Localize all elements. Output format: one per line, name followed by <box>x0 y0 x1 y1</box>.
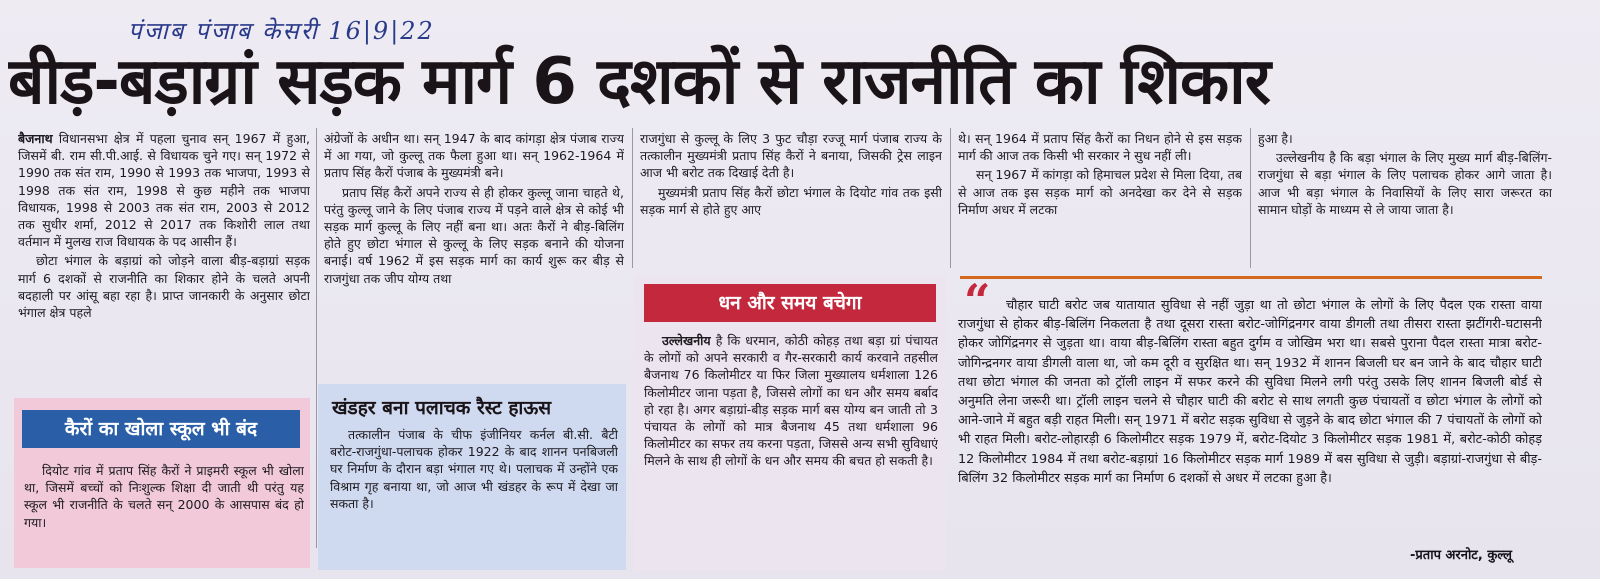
headline: बीड़-बड़ाग्रां सड़क मार्ग 6 दशकों से राजनीति का शिकार <box>8 45 1270 119</box>
quote-rule <box>960 276 1542 279</box>
dateline: बैजनाथ <box>18 131 53 146</box>
handwritten-date-note: पंजाब पंजाब केसरी 16|9|22 <box>128 17 435 45</box>
column-divider <box>1250 128 1251 268</box>
column-2-paragraph-2: प्रताप सिंह कैरों अपने राज्य से ही होकर कुल्लू जाना चाहते थे, परंतु कुल्लू जाने के लिए पंजाब राज्य में पड़ने वाले क्षेत्र से कोई भी सड़क मार्ग कुल्लू के लिए नहीं बना था। अतः कैरों ने बीड़-बिलिंग होते हुए छोटा भंगाल से कुल्लू के लिए सड़क बनाने की योजना बनाई। वर्ष 1962 में इस सड़क मार्ग का कार्य शुरू कर बीड़ से राजगुंधा तक जीप योग्य तथा <box>324 184 624 286</box>
article-column-1 <box>18 130 310 380</box>
quote-mark-icon: “ <box>964 274 991 328</box>
column-2-paragraph-1: अंग्रेजों के अधीन था। सन् 1947 के बाद कांगड़ा क्षेत्र पंजाब राज्य में आ गया, जो कुल्लू तक फैला हुआ था। सन् 1962-1964 में प्रताप सिंह कैरों पंजाब के मुख्यमंत्री बने। <box>324 131 624 181</box>
sidebar-title-money-time: धन और समय बचेगा <box>644 284 936 322</box>
byline: -प्रताप अरनोट, कुल्लू <box>1410 548 1512 563</box>
sidebar-body-rest-house-text: तत्कालीन पंजाब के चीफ इंजीनियर कर्नल बी.सी. बैटी बरोट-राजगुंधा-पलाचक होकर 1922 के बाद शानन पनबिजली घर निर्माण के दौरान बड़ा भंगाल गए थे। पलाचक में उन्होंने एक विश्राम गृह बनाया था, जो आज भी खंडहर के रूप में देखा जा सकता है। <box>330 427 618 511</box>
article-column-4 <box>958 130 1242 270</box>
column-1-paragraph-1: विधानसभा क्षेत्र में पहला चुनाव सन् 1967 में हुआ, जिसमें बी. राम सी.पी.आई. से विधायक चुने गए। सन् 1972 से 1990 तक संत राम, 1990 से 1993 तक भाजपा, 1993 से 1998 तक संत राम, 1998 से कुछ महीने तक भाजपा विधायक, 1998 से 2003 तक संत राम, 2003 से 2012 तक सुधीर शर्मा, 2012 से 2017 तक किशोरी लाल तथा वर्तमान में मुलख राज विधायक के पद आसीन हैं। <box>18 131 310 250</box>
article-column-2 <box>324 130 624 366</box>
column-divider <box>632 128 633 268</box>
column-divider <box>950 128 951 268</box>
column-divider <box>316 128 317 548</box>
column-3-paragraph-1: राजगुंधा से कुल्लू के लिए 3 फुट चौड़ा रज्जू मार्ग पंजाब राज्य के तत्कालीन मुख्यमंत्री प्रताप सिंह कैरों ने बनाया, जिसकी ट्रेस लाइन आज भी बरोट तक दिखाई देती है। <box>640 131 942 181</box>
column-3-paragraph-2: मुख्यमंत्री प्रताप सिंह कैरों छोटा भंगाल के दियोट गांव तक इसी सड़क मार्ग से होते हुए आए <box>640 184 942 217</box>
sidebar-body-money-time <box>644 332 938 566</box>
money-time-lead: उल्लेखनीय <box>662 333 711 348</box>
sidebar-body-school <box>24 462 304 564</box>
sidebar-title-rest-house: खंडहर बना पलाचक रैस्ट हाऊस <box>332 397 552 419</box>
column-5-paragraph-1: हुआ है। <box>1258 131 1293 146</box>
column-4-paragraph-1: थे। सन् 1964 में प्रताप सिंह कैरों का निधन होने से इस सड़क मार्ग की आज तक किसी भी सरकार ने सुध नहीं ली। <box>958 131 1242 164</box>
column-4-paragraph-2: सन् 1967 में कांगड़ा को हिमाचल प्रदेश से मिला दिया, तब से आज तक इस सड़क मार्ग को अनदेखा कर देने से सड़क निर्माण अधर में लटका <box>958 167 1242 217</box>
article-column-5 <box>1258 130 1552 270</box>
sidebar-title-school: कैरों का खोला स्कूल भी बंद <box>22 410 300 448</box>
sidebar-body-rest-house <box>330 426 618 566</box>
column-5-paragraph-2: उल्लेखनीय है कि बड़ा भंगाल के लिए मुख्य मार्ग बीड़-बिलिंग-राजगुंधा से बड़ा भंगाल के लिए पलाचक होकर आगे जाता है। आज भी बड़ा भंगाल के निवासियों के लिए सारा जरूरत का सामान घोड़ों के माध्यम से ले जाया जाता है। <box>1258 150 1552 217</box>
sidebar-body-school-text: दियोट गांव में प्रताप सिंह कैरों ने प्राइमरी स्कूल भी खोला था, जिसमें बच्चों को निःशुल्क शिक्षा दी जाती थी परंतु यह स्कूल भी राजनीति के चलते सन् 2000 के आसपास बंद हो गया। <box>24 463 304 530</box>
quote-body-text: चौहार घाटी बरोट जब यातायात सुविधा से नहीं जुड़ा था तो छोटा भंगाल के लोगों के लिए पैदल एक रास्ता वाया राजगुंधा से होकर बीड़-बिलिंग निकलता है तथा दूसरा रास्ता बरोट-जोगिंद्रनगर वाया डीगली तथा तीसरा रास्ता झटींगरी-घटासनी होकर जोगिंद्रनगर से जुड़ता था। वाया बीड़-बिलिंग रास्ता बहुत दुर्गम व जोखिम भरा था। सबसे पुराना पैदल रास्ता मात्रा बरोट-जोगिन्द्रनगर वाया डीगली वाला था, जो कम दूरी व सुरक्षित था। सन् 1932 में शानन बिजली घर बन जाने के बाद चौहार घाटी तथा छोटा भंगाल की जनता को ट्रॉली लाइन में सफर करने की सुविधा मिलने लगी परंतु उसके लिए शानन बिजली बोर्ड से अनुमति लेना जरूरी था। ट्रॉली लाइन चलने से चौहार घाटी की बरोट से साथ लगती कुछ पंचायतों व छोटा भंगाल के लोगों को आने-जाने में बहुत बड़ी राहत मिली। सन् 1971 में बरोट सड़क सुविधा से जुड़ने के बाद छोटा भंगाल की 7 पंचायतों के लोगों को भी राहत मिली। बरोट-लोहारड़ी 6 किलोमीटर सड़क 1979 में, बरोट-दियोट 3 किलोमीटर सड़क 1981 में, बरोट-कोठी कोहड़ 12 किलोमीटर 1984 में तथा बरोट-बड़ाग्रां 16 किलोमीटर सड़क मार्ग 1989 में बस सुविधा से जुड़ी। बड़ाग्रां-राजगुंधा से बीड़-बिलिंग 32 किलोमीटर सड़क मार्ग का निर्माण 6 दशकों से अधर में लटका हुआ है। <box>958 298 1542 486</box>
column-1-paragraph-2: छोटा भंगाल के बड़ाग्रां को जोड़ने वाला बीड़-बड़ाग्रां सड़क मार्ग 6 दशकों से राजनीति का शिकार होने के चलते अपनी बदहाली पर आंसू बहा रहा है। प्राप्त जानकारी के अनुसार छोटा भंगाल क्षेत्र पहले <box>18 253 310 321</box>
quote-body <box>958 296 1542 544</box>
article-column-3 <box>640 130 942 270</box>
money-time-text: है कि धरमान, कोठी कोहड़ तथा बड़ा ग्रां पंचायत के लोगों को अपने सरकारी व गैर-सरकारी कार्य करवाने तहसील बैजनाथ 76 किलोमीटर या फिर जिला मुख्यालय धर्मशाला 126 किलोमीटर जाना पड़ता है, जिससे लोगों का धन और समय बर्बाद हो रहा है। अगर बड़ाग्रां-बीड़ सड़क मार्ग बस योग्य बन जाती तो 3 पंचायत के लोगों को मात्र बैजनाथ 45 तथा धर्मशाला 96 किलोमीटर का सफर तय करना पड़ता, जिससे अन्य सभी सुविधाएं मिलने के साथ ही लोगों के धन और समय की बचत हो सकती है। <box>644 333 938 469</box>
